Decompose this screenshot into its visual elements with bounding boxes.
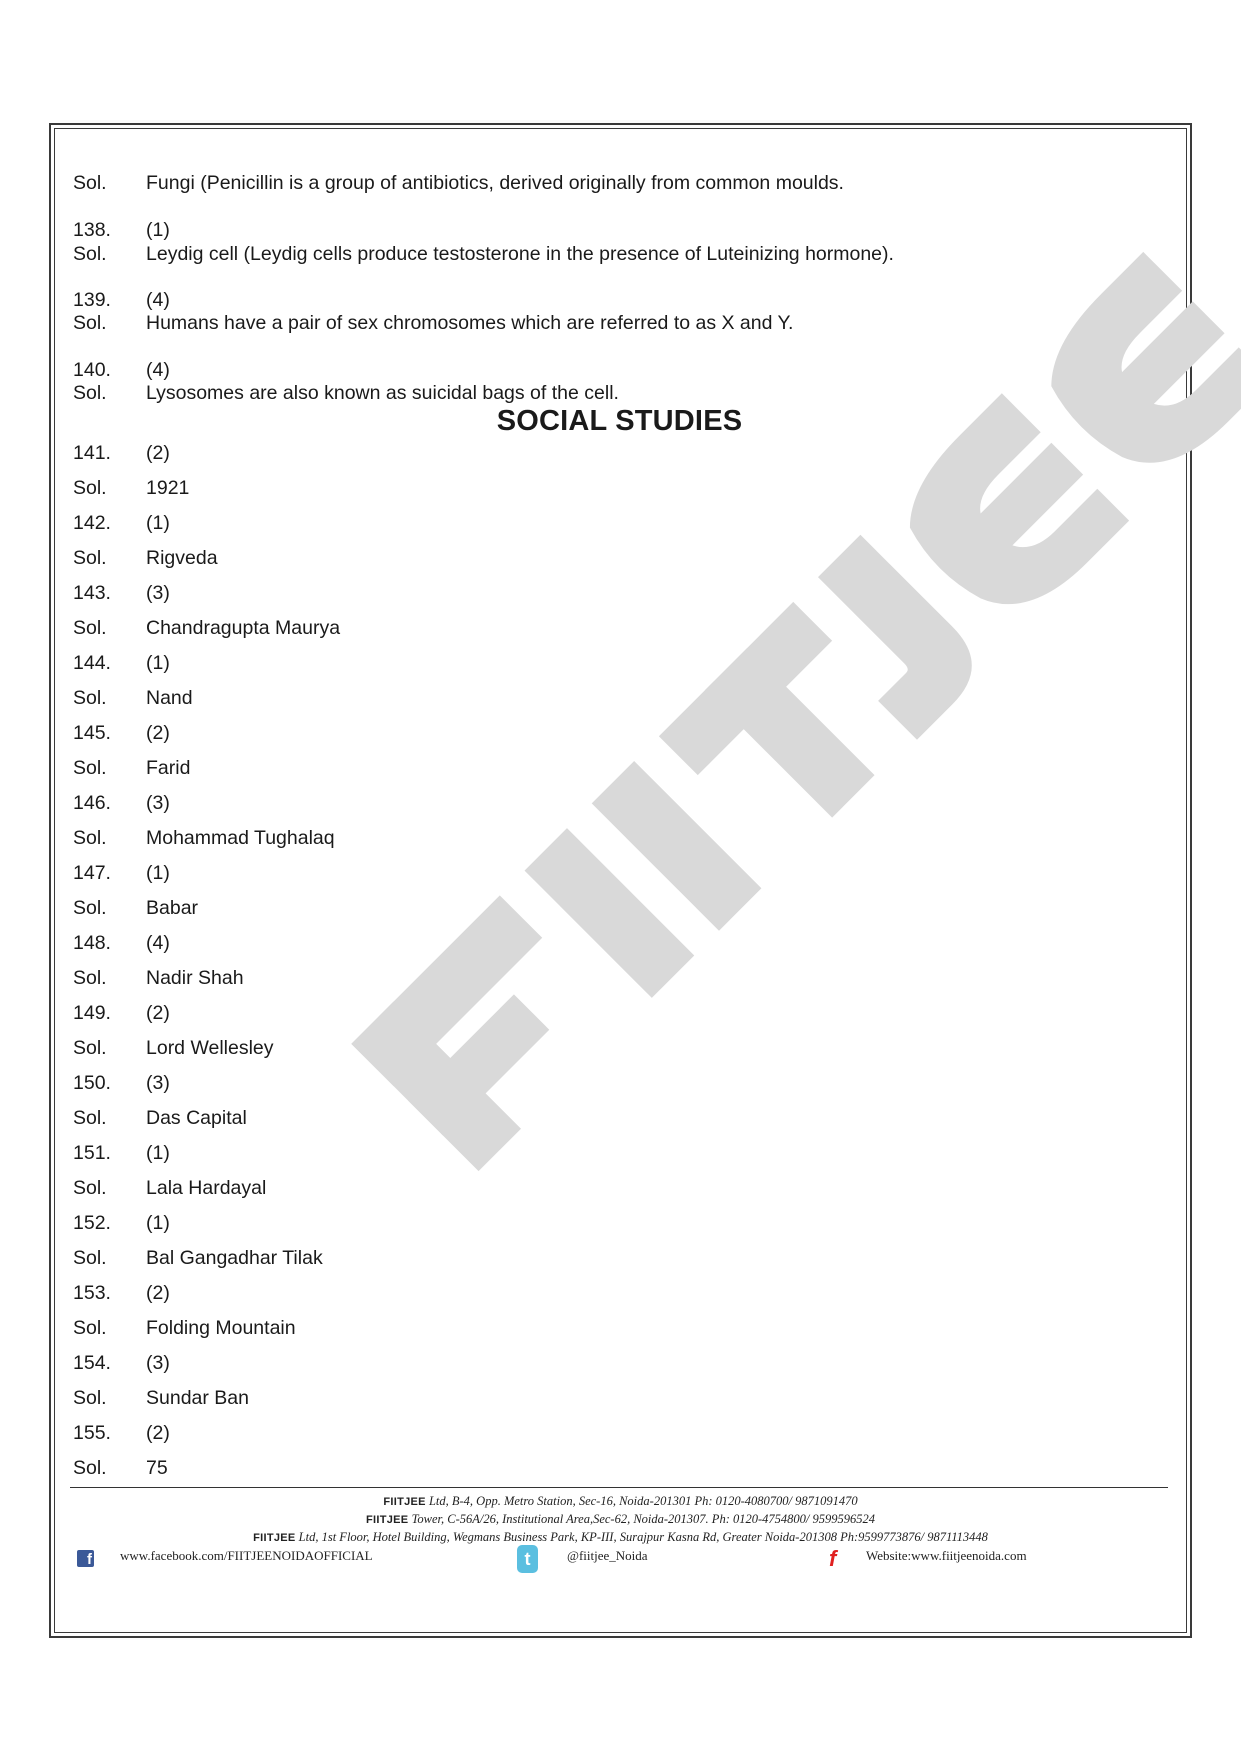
sol-text: Lord Wellesley: [146, 1037, 274, 1059]
sol-text: Nadir Shah: [146, 967, 244, 989]
sol-label: Sol.: [73, 382, 107, 404]
sol-label: Sol.: [73, 1317, 107, 1339]
footer-address: Tower, C-56A/26, Institutional Area,Sec-62, Noida-201307. Ph: 0120-4754800/ 9599596524: [408, 1512, 875, 1526]
answer-option: (2): [146, 1422, 170, 1444]
question-number: 147.: [73, 862, 111, 884]
question-number: 140.: [73, 359, 111, 381]
sol-text: 75: [146, 1457, 168, 1479]
sol-text: Sundar Ban: [146, 1387, 249, 1409]
sol-text: Lysosomes are also known as suicidal bags of the cell.: [146, 382, 619, 404]
website-link[interactable]: Website:www.fiitjeenoida.com: [866, 1548, 1027, 1563]
question-number: 149.: [73, 1002, 111, 1024]
answer-option: (3): [146, 1072, 170, 1094]
sol-label: Sol.: [73, 243, 107, 265]
facebook-icon[interactable]: f: [77, 1550, 94, 1567]
sol-label: Sol.: [73, 897, 107, 919]
footer-address: Ltd, B-4, Opp. Metro Station, Sec-16, Noida-201301 Ph: 0120-4080700/ 9871091470: [425, 1494, 858, 1508]
question-number: 139.: [73, 289, 111, 311]
question-number: 138.: [73, 219, 111, 241]
sol-text: 1921: [146, 477, 190, 499]
sol-text: Lala Hardayal: [146, 1177, 267, 1199]
sol-text: Leydig cell (Leydig cells produce testosterone in the presence of Luteinizing hormone).: [146, 243, 894, 265]
sol-label: Sol.: [73, 1177, 107, 1199]
sol-label: Sol.: [73, 617, 107, 639]
answer-option: (2): [146, 722, 170, 744]
question-number: 141.: [73, 442, 111, 464]
answer-option: (3): [146, 582, 170, 604]
question-number: 142.: [73, 512, 111, 534]
question-number: 143.: [73, 582, 111, 604]
footer-address-line: [0, 1530, 1241, 1545]
sol-text: Bal Gangadhar Tilak: [146, 1247, 323, 1269]
footer-brand: FIITJEE: [253, 1532, 296, 1544]
answer-option: (2): [146, 1282, 170, 1304]
question-number: 153.: [73, 1282, 111, 1304]
question-number: 152.: [73, 1212, 111, 1234]
sol-text: Nand: [146, 687, 193, 709]
sol-text: Folding Mountain: [146, 1317, 296, 1339]
answer-option: (1): [146, 512, 170, 534]
footer-address-line: [0, 1494, 1241, 1509]
answer-option: (4): [146, 932, 170, 954]
sol-label: Sol.: [73, 477, 107, 499]
answer-option: (4): [146, 359, 170, 381]
footer-divider: [70, 1487, 1168, 1488]
footer-address-line: [0, 1512, 1241, 1527]
question-number: 144.: [73, 652, 111, 674]
sol-label: Sol.: [73, 1037, 107, 1059]
footer-address: Ltd, 1st Floor, Hotel Building, Wegmans Business Park, KP-III, Surajpur Kasna Rd, Greater Noida-201308 Ph:9599773876/ 9871113448: [295, 1530, 988, 1544]
question-number: 145.: [73, 722, 111, 744]
sol-label: Sol.: [73, 1387, 107, 1409]
sol-label: Sol.: [73, 827, 107, 849]
sol-text: Das Capital: [146, 1107, 247, 1129]
sol-label: Sol.: [73, 1107, 107, 1129]
sol-text: Mohammad Tughalaq: [146, 827, 335, 849]
sol-text: Babar: [146, 897, 199, 919]
answer-option: (1): [146, 219, 170, 241]
twitter-link[interactable]: @fiitjee_Noida: [567, 1548, 648, 1563]
question-number: 155.: [73, 1422, 111, 1444]
sol-label: Sol.: [73, 687, 107, 709]
sol-label: Sol.: [73, 757, 107, 779]
footer-brand: FIITJEE: [383, 1496, 426, 1508]
answer-option: (1): [146, 652, 170, 674]
answer-option: (1): [146, 1212, 170, 1234]
sol-label: Sol.: [73, 967, 107, 989]
sol-text: Rigveda: [146, 547, 218, 569]
section-title: SOCIAL STUDIES: [496, 405, 743, 437]
sol-text: Fungi (Penicillin is a group of antibiotics, derived originally from common moulds.: [146, 172, 844, 194]
answer-option: (1): [146, 1142, 170, 1164]
question-number: 154.: [73, 1352, 111, 1374]
answer-option: (2): [146, 442, 170, 464]
sol-label: Sol.: [73, 172, 107, 194]
section-heading: [0, 405, 1241, 438]
facebook-link[interactable]: www.facebook.com/FIITJEENOIDAOFFICIAL: [120, 1548, 373, 1563]
footer-brand: FIITJEE: [366, 1514, 409, 1526]
fiitjee-logo-icon[interactable]: f: [829, 1546, 837, 1571]
sol-label: Sol.: [73, 547, 107, 569]
answer-option: (4): [146, 289, 170, 311]
sol-text: Chandragupta Maurya: [146, 617, 341, 639]
answer-option: (3): [146, 1352, 170, 1374]
question-number: 151.: [73, 1142, 111, 1164]
sol-text: Humans have a pair of sex chromosomes which are referred to as X and Y.: [146, 312, 794, 334]
question-number: 148.: [73, 932, 111, 954]
sol-label: Sol.: [73, 1247, 107, 1269]
twitter-icon[interactable]: t: [517, 1545, 538, 1573]
answer-option: (2): [146, 1002, 170, 1024]
answer-option: (3): [146, 792, 170, 814]
question-number: 146.: [73, 792, 111, 814]
sol-label: Sol.: [73, 1457, 107, 1479]
answer-option: (1): [146, 862, 170, 884]
question-number: 150.: [73, 1072, 111, 1094]
sol-text: Farid: [146, 757, 191, 779]
sol-label: Sol.: [73, 312, 107, 334]
